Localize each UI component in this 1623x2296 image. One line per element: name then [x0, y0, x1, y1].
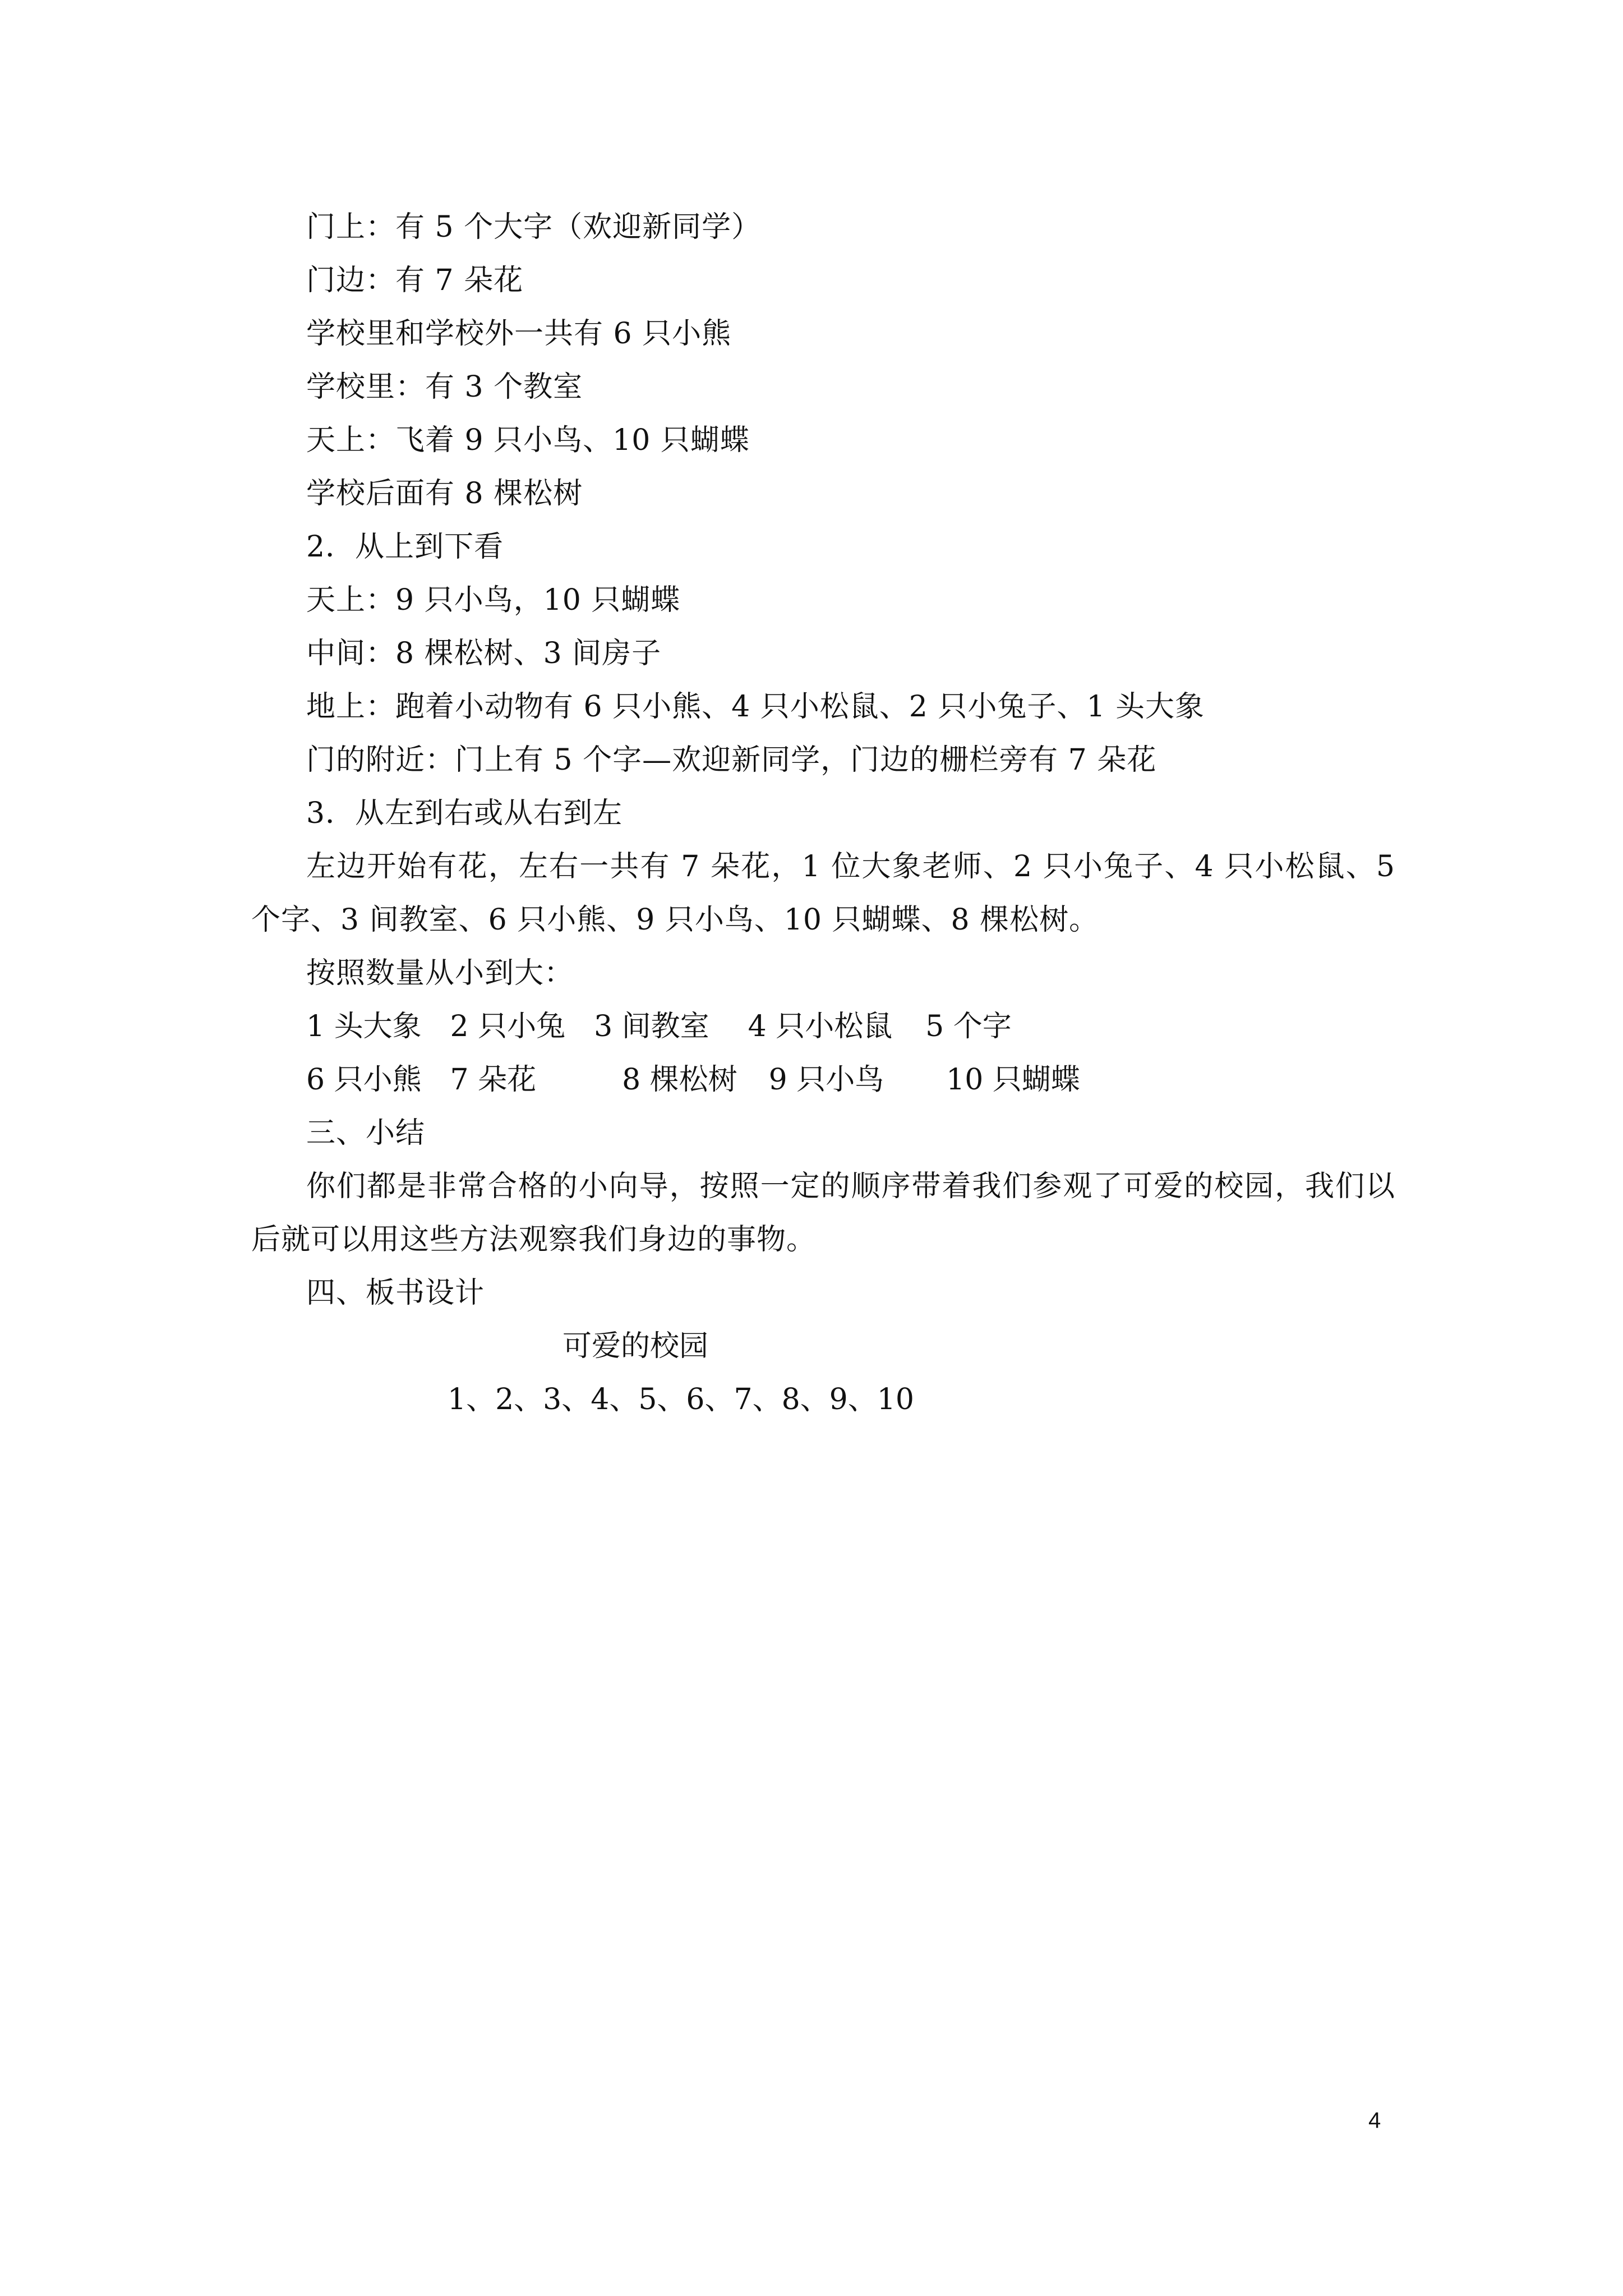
order-item: 4 只小松鼠 [748, 1010, 893, 1043]
order-item: 10 只蝴蝶 [946, 1063, 1080, 1097]
text-line: 学校里和学校外一共有 6 只小熊 [306, 317, 732, 351]
text-line: 学校里：有 3 个教室 [306, 370, 583, 404]
left-to-right-paragraph: 左边开始有花，左右一共有 7 朵花，1 位大象老师、2 只小兔子、4 只小松鼠、5 个字、3 间教室、6 只小熊、9 只小鸟、10 只蝴蝶、8 棵松树。 [251, 850, 1395, 937]
board-title: 可爱的校园 [562, 1329, 709, 1363]
text-line: 门上：有 5 个大字（欢迎新同学） [306, 210, 762, 244]
text-line: 天上：9 只小鸟，10 只蝴蝶 [306, 583, 681, 617]
order-item: 8 棵松树 [622, 1063, 737, 1097]
order-item: 6 只小熊 [306, 1063, 422, 1097]
order-item: 5 个字 [925, 1010, 1012, 1043]
summary-heading: 三、小结 [306, 1116, 426, 1150]
text-line: 中间：8 棵松树、3 间房子 [306, 637, 662, 670]
order-row-2 [251, 1053, 1395, 1107]
order-item: 9 只小鸟 [768, 1063, 884, 1097]
text-line: 地上：跑着小动物有 6 只小熊、4 只小松鼠、2 只小兔子、1 头大象 [306, 690, 1205, 724]
order-item: 1 头大象 [306, 1010, 422, 1043]
section-heading: 3．从左到右或从右到左 [306, 797, 623, 830]
order-item: 7 朵花 [450, 1063, 537, 1097]
text-line: 门边：有 7 朵花 [306, 264, 524, 297]
board-design-heading: 四、板书设计 [306, 1276, 485, 1310]
order-item: 2 只小兔 [450, 1010, 566, 1043]
summary-paragraph: 你们都是非常合格的小向导，按照一定的顺序带着我们参观了可爱的校园，我们以后就可以用这些方法观察我们身边的事物。 [251, 1170, 1395, 1257]
order-item: 3 间教室 [594, 1010, 709, 1043]
order-heading: 按照数量从小到大： [306, 956, 574, 990]
document-body [251, 201, 1395, 1427]
order-row-1 [251, 1000, 1395, 1053]
text-line: 天上：飞着 9 只小鸟、10 只蝴蝶 [306, 424, 750, 457]
text-line: 学校后面有 8 棵松树 [306, 477, 583, 510]
section-heading: 2．从上到下看 [306, 530, 504, 564]
page-number: 4 [1368, 2108, 1381, 2133]
text-line: 门的附近：门上有 5 个字—欢迎新同学，门边的栅栏旁有 7 朵花 [306, 743, 1157, 777]
board-numbers: 1、2、3、4、5、6、7、8、9、10 [448, 1383, 914, 1416]
